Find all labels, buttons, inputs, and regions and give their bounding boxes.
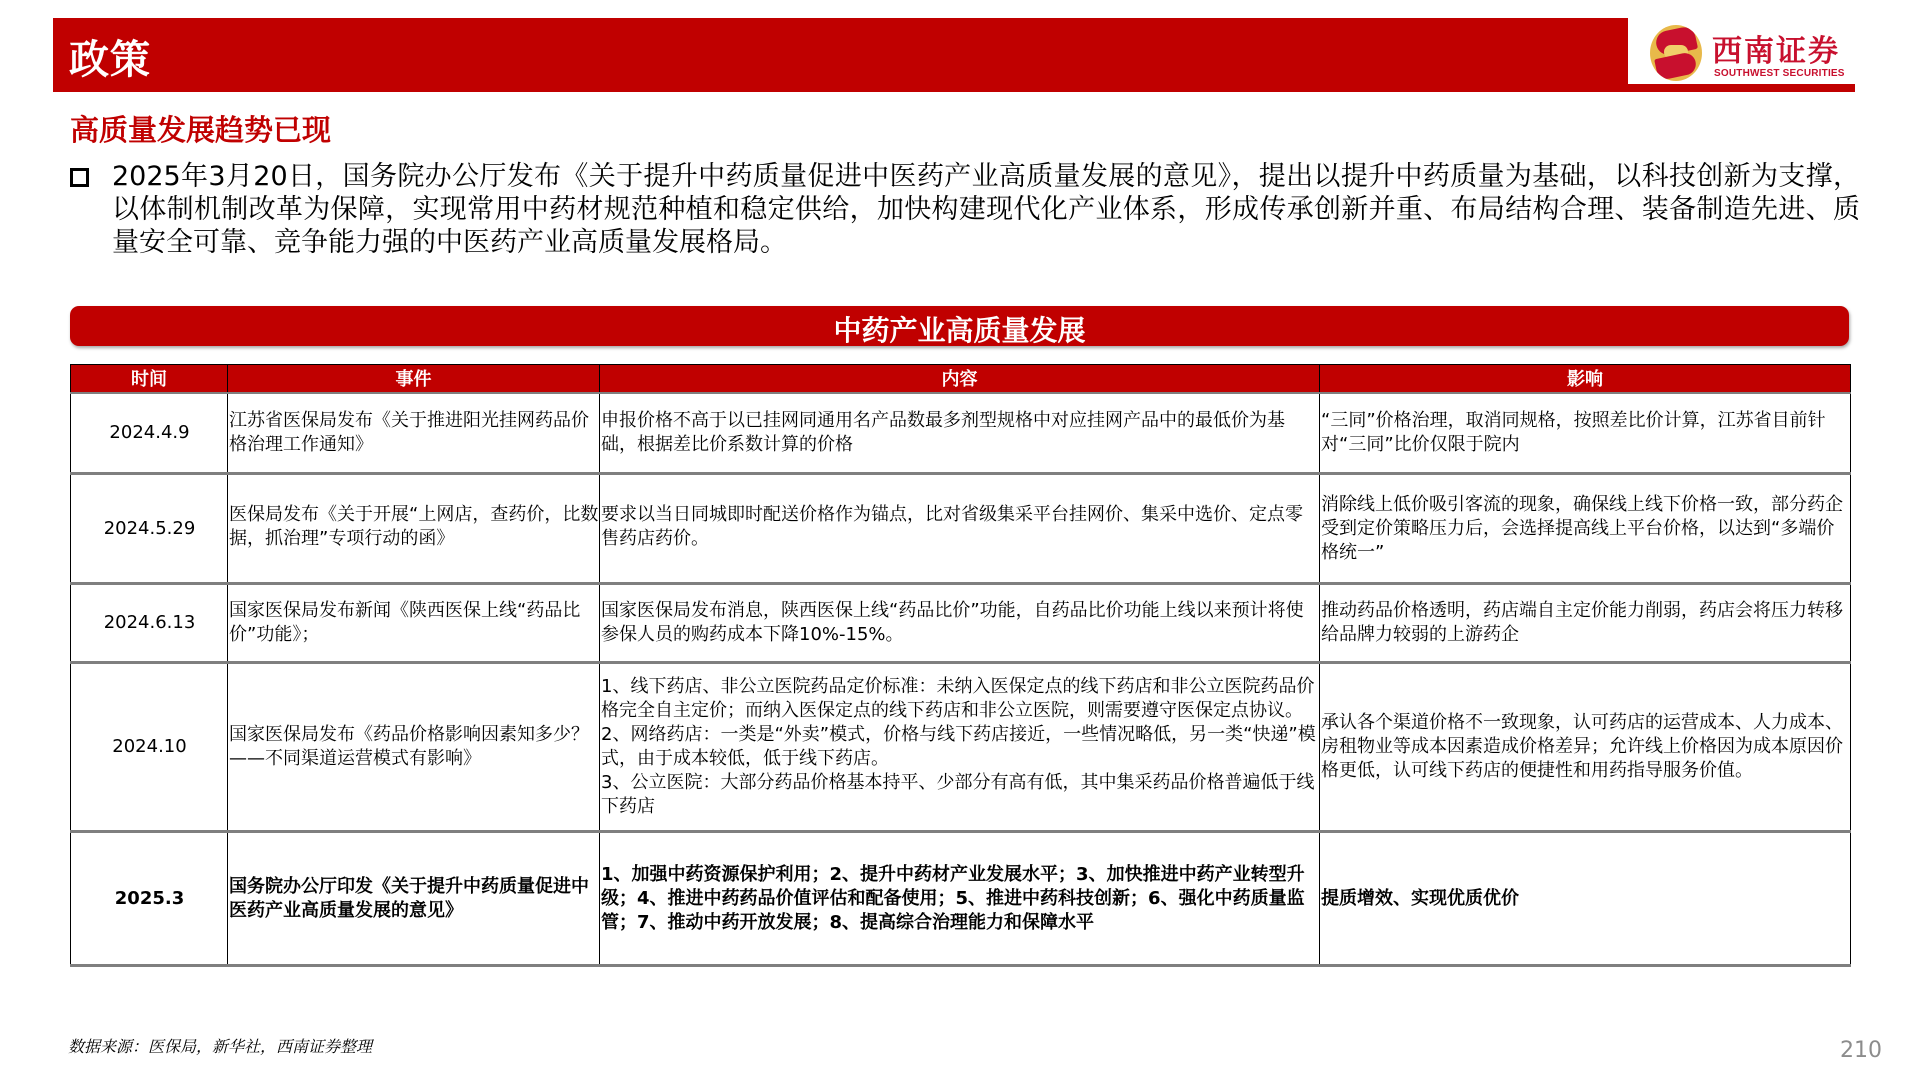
table-row — [71, 393, 1851, 474]
banner-title: 中药产业高质量发展 — [833, 314, 1086, 347]
cell-event: 江苏省医保局发布《关于推进阳光挂网药品价格治理工作通知》 — [228, 393, 600, 474]
column-header-date: 时间 — [71, 365, 228, 393]
cell-event: 国家医保局发布《药品价格影响因素知多少？——不同渠道运营模式有影响》 — [228, 663, 600, 832]
table-header-row — [71, 365, 1851, 393]
cell-event: 国家医保局发布新闻《陕西医保上线“药品比价”功能》； — [228, 584, 600, 663]
policy-table — [70, 364, 1851, 967]
cell-impact: 消除线上低价吸引客流的现象，确保线上线下价格一致，部分药企受到定价策略压力后，会选择提高线上平台价格，以达到“多端价格统一” — [1320, 474, 1851, 584]
column-header-impact: 影响 — [1320, 365, 1851, 393]
cell-content: 1、加强中药资源保护利用；2、提升中药材产业发展水平；3、加快推进中药产业转型升级；4、推进中药药品价值评估和配备使用；5、推进中药科技创新；6、强化中药质量监管；7、推动中药开放发展；8、提高综合治理能力和保障水平 — [600, 832, 1320, 966]
cell-content: 国家医保局发布消息，陕西医保上线“药品比价”功能，自药品比价功能上线以来预计将使参保人员的购药成本下降10%-15%。 — [600, 584, 1320, 663]
column-header-content: 内容 — [600, 365, 1320, 393]
section-title: 政策 — [69, 37, 151, 83]
cell-content: 1、线下药店、非公立医院药品定价标准：未纳入医保定点的线下药店和非公立医院药品价格完全自主定价；而纳入医保定点的线下药店和非公立医院，则需要遵守医保定点协议。 2、网络药店：一类是“外卖”模式，价格与线下药店接近，一些情况略低，另一类“快递”模式，由于成本较低，低于线下药店。 3、公立医院：大部分药品价格基本持平、少部分有高有低，其中集采药品价格普遍低于线下药店 — [600, 663, 1320, 832]
logo-english-name: SOUTHWEST SECURITIES — [1714, 68, 1845, 79]
logo-chinese-name: 西南证券 — [1712, 34, 1840, 69]
column-header-event: 事件 — [228, 365, 600, 393]
page-number: 210 — [1840, 1038, 1882, 1063]
section-banner — [70, 306, 1849, 346]
cell-content: 申报价格不高于以已挂网同通用名产品数最多剂型规格中对应挂网产品中的最低价为基础，根据差比价系数计算的价格 — [600, 393, 1320, 474]
table-row — [71, 474, 1851, 584]
cell-event: 国务院办公厅印发《关于提升中药质量促进中医药产业高质量发展的意见》 — [228, 832, 600, 966]
company-logo — [1628, 18, 1855, 84]
cell-date: 2025.3 — [71, 832, 228, 966]
cell-impact: “三同”价格治理，取消同规格，按照差比价计算，江苏省目前针对“三同”比价仅限于院内 — [1320, 393, 1851, 474]
cell-impact: 提质增效、实现优质优价 — [1320, 832, 1851, 966]
cell-date: 2024.6.13 — [71, 584, 228, 663]
summary-text: 2025年3月20日，国务院办公厅发布《关于提升中药质量促进中医药产业高质量发展的意见》，提出以提升中药质量为基础，以科技创新为支撑，以体制机制改革为保障，实现常用中药材规范种植和稳定供给，加快构建现代化产业体系，形成传承创新并重、布局结构合理、装备制造先进、质量安全可靠、竞争能力强的中医药产业高质量发展格局。 — [112, 161, 1860, 258]
cell-date: 2024.10 — [71, 663, 228, 832]
header-bar — [53, 18, 1628, 92]
table-row — [71, 663, 1851, 832]
logo-underline — [1628, 84, 1855, 92]
cell-impact: 承认各个渠道价格不一致现象，认可药店的运营成本、人力成本、房租物业等成本因素造成价格差异；允许线上价格因为成本原因价格更低，认可线下药店的便捷性和用药指导服务价值。 — [1320, 663, 1851, 832]
logo-emblem-icon — [1650, 25, 1702, 81]
table-row — [71, 584, 1851, 663]
cell-event: 医保局发布《关于开展“上网店，查药价，比数据，抓治理”专项行动的函》 — [228, 474, 600, 584]
table-row — [71, 832, 1851, 966]
cell-content: 要求以当日同城即时配送价格作为锚点，比对省级集采平台挂网价、集采中选价、定点零售药店药价。 — [600, 474, 1320, 584]
data-source-note: 数据来源：医保局，新华社，西南证券整理 — [68, 1037, 373, 1056]
cell-date: 2024.4.9 — [71, 393, 228, 474]
cell-date: 2024.5.29 — [71, 474, 228, 584]
checkbox-square-icon — [70, 168, 89, 187]
cell-impact: 推动药品价格透明，药店端自主定价能力削弱，药店会将压力转移给品牌力较弱的上游药企 — [1320, 584, 1851, 663]
page-subtitle: 高质量发展趋势已现 — [70, 113, 332, 147]
